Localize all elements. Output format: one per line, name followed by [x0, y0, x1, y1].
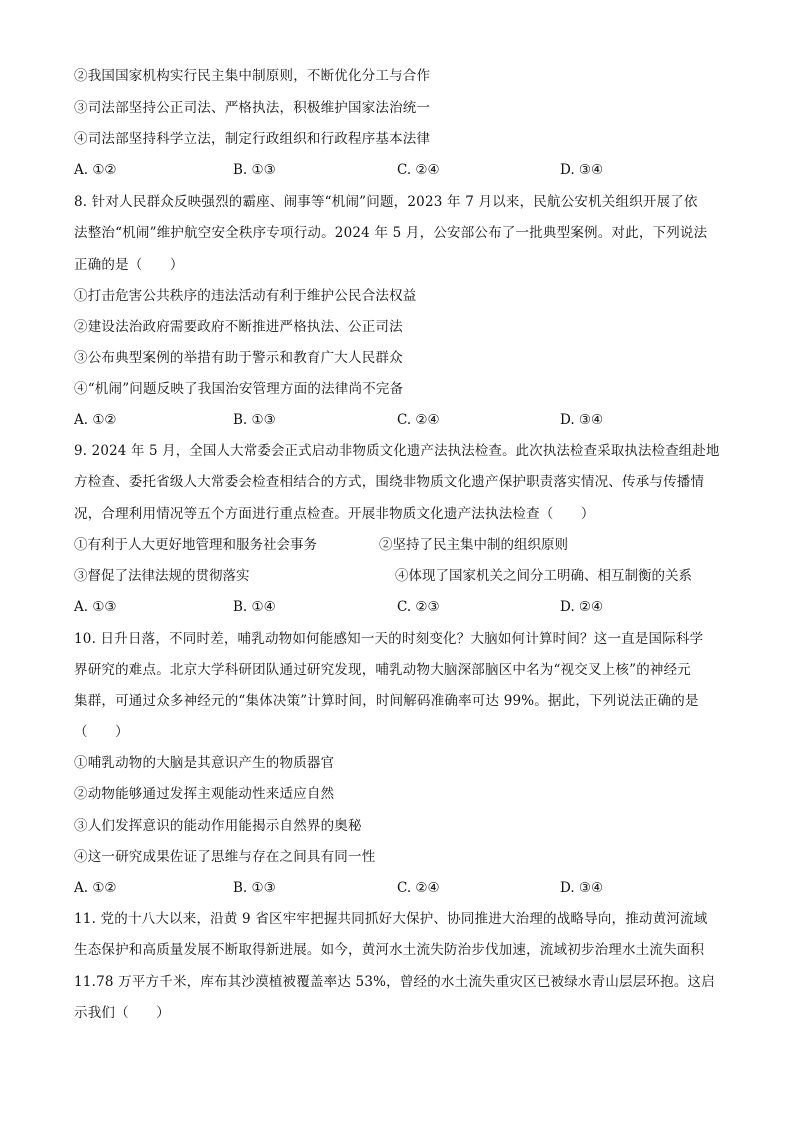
question-8-statement-2: ②建设法治政府需要政府不断推进严格执法、公正司法	[74, 319, 403, 335]
question-10-stem-line-4: （ ）	[74, 724, 129, 740]
question-9-statement-4: ④体现了国家机关之间分工明确、相互制衡的关系	[395, 568, 692, 584]
question-9-stem-line-2: 方检查、委托省级人大常委会检查相结合的方式，围绕非物质文化遗产保护职责落实情况、传承与传播情	[74, 474, 705, 490]
answer-options	[74, 161, 714, 179]
question-11-stem-line-3: 11.78 万平方千米，库布其沙漠植被覆盖率达 53%，曾经的水土流失重灾区已被绿水青山层层环抱。这启	[74, 974, 715, 990]
question-9-statement-2: ②坚持了民主集中制的组织原则	[379, 537, 568, 553]
question-8-stem-line-3: 正确的是（ ）	[74, 257, 184, 273]
option-c: C. ②④	[397, 162, 440, 178]
question-8-statement-4: ④“机闹”问题反映了我国治安管理方面的法律尚不完备	[74, 381, 404, 397]
question-11-stem-line-4: 示我们（ ）	[74, 1005, 170, 1021]
question-9-stem-line-1: 9. 2024 年 5 月，全国人大常委会正式启动非物质文化遗产法执法检查。此次执法检查采取执法检查组赴地	[74, 443, 720, 459]
statement-3: ③司法部坚持公正司法、严格执法，积极维护国家法治统一	[74, 100, 431, 116]
question-10-statement-2: ②动物能够通过发挥主观能动性来适应自然	[74, 786, 335, 802]
question-10-stem-line-3: 集群，可通过众多神经元的“集体决策”计算时间，时间解码准确率可达 99%。据此，下列说法正确的是	[74, 693, 699, 709]
question-9-stem-line-3: 况，合理利用情况等五个方面进行重点检查。开展非物质文化遗产法执法检查（ ）	[74, 506, 595, 522]
option-c: C. ②④	[397, 880, 440, 896]
option-c: C. ②③	[397, 599, 440, 615]
option-a: A. ①②	[74, 162, 117, 178]
question-8-options	[74, 411, 714, 429]
question-8-stem-line-1: 8. 针对人民群众反映强烈的霸座、闹事等“机闹”问题，2023 年 7 月以来，民航公安机关组织开展了依	[74, 194, 698, 210]
question-9-statement-3: ③督促了法律法规的贯彻落实	[74, 568, 250, 584]
option-d: D. ②④	[560, 599, 604, 615]
question-10-statement-3: ③人们发挥意识的能动作用能揭示自然界的奥秘	[74, 818, 362, 834]
option-c: C. ②④	[397, 412, 440, 428]
option-a: A. ①②	[74, 412, 117, 428]
question-10-stem-line-1: 10. 日升日落，不同时差，哺乳动物如何能感知一天的时刻变化？大脑如何计算时间？这一直是国际科学	[74, 631, 704, 647]
statement-4: ④司法部坚持科学立法，制定行政组织和行政程序基本法律	[74, 131, 431, 147]
question-10-options	[74, 879, 714, 897]
question-11-stem-line-1: 11. 党的十八大以来，沿黄 9 省区牢牢把握共同抓好大保护、协同推进大治理的战略导向，推动黄河流域	[74, 911, 708, 927]
question-10-statement-1: ①哺乳动物的大脑是其意识产生的物质器官	[74, 755, 335, 771]
option-d: D. ③④	[560, 162, 604, 178]
option-a: A. ①②	[74, 880, 117, 896]
question-11-stem-line-2: 生态保护和高质量发展不断取得新进展。如今，黄河水土流失防治步伐加速，流域初步治理水土流失面积	[74, 942, 705, 958]
option-b: B. ①③	[233, 162, 276, 178]
statement-2: ②我国国家机构实行民主集中制原则，不断优化分工与合作	[74, 68, 431, 84]
question-9-options	[74, 598, 714, 616]
question-10-stem-line-2: 界研究的难点。北京大学科研团队通过研究发现，哺乳动物大脑深部脑区中名为“视交叉上核”的神经元	[74, 662, 692, 678]
option-b: B. ①③	[233, 412, 276, 428]
option-a: A. ①③	[74, 599, 117, 615]
question-8-stem-line-2: 法整治“机闹”维护航空安全秩序专项行动。2024 年 5 月，公安部公布了一批典型案例。对此，下列说法	[74, 225, 708, 241]
question-10-statement-4: ④这一研究成果佐证了思维与存在之间具有同一性	[74, 849, 376, 865]
question-9-statements-row-2	[74, 567, 734, 585]
question-9-statements-row-1	[74, 536, 734, 554]
option-d: D. ③④	[560, 412, 604, 428]
question-9-statement-1: ①有利于人大更好地管理和服务社会事务	[74, 537, 317, 553]
option-b: B. ①④	[233, 599, 276, 615]
question-8-statement-3: ③公布典型案例的举措有助于警示和教育广大人民群众	[74, 350, 403, 366]
option-d: D. ③④	[560, 880, 604, 896]
question-8-statement-1: ①打击危害公共秩序的违法活动有利于维护公民合法权益	[74, 288, 417, 304]
option-b: B. ①③	[233, 880, 276, 896]
